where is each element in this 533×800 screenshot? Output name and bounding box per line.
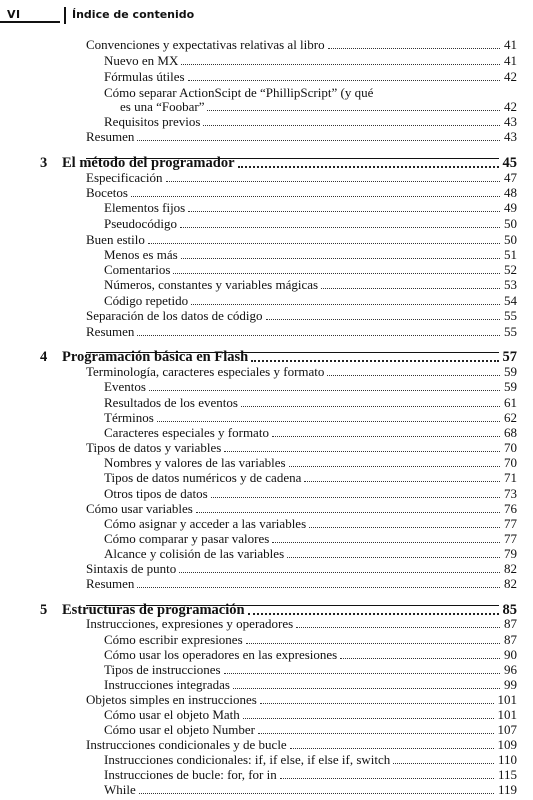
entry-title: Cómo usar el objeto Math (104, 707, 240, 722)
dot-leader (233, 688, 500, 689)
entry-title: Cómo escribir expresiones (104, 632, 243, 647)
toc-entry[interactable] (0, 53, 533, 69)
entry-title: Eventos (104, 379, 146, 394)
dot-leader (180, 227, 500, 228)
page-ref: 77 (504, 516, 517, 531)
page-ref: 45 (502, 155, 517, 171)
entry-title: Cómo usar los operadores en las expresiones (104, 647, 338, 662)
page-ref: 62 (504, 410, 517, 425)
entry-title: While (104, 782, 136, 797)
dot-leader (181, 64, 500, 65)
dot-leader (266, 319, 500, 320)
toc-entry[interactable] (0, 632, 533, 648)
toc-entry[interactable] (0, 561, 533, 577)
page-ref: 42 (504, 99, 517, 114)
entry-title: Buen estilo (86, 232, 145, 247)
dot-leader (149, 390, 500, 391)
entry-title: Fórmulas útiles (104, 69, 185, 84)
dot-leader (173, 273, 500, 274)
dot-leader (207, 110, 500, 111)
chapter-number: 5 (40, 602, 48, 618)
toc-entry[interactable] (0, 647, 533, 663)
chapter-title: Estructuras de programación (62, 602, 245, 618)
dot-leader (327, 375, 500, 376)
toc-entry[interactable] (0, 216, 533, 232)
page-ref: 119 (497, 782, 517, 797)
dot-leader (287, 557, 500, 558)
toc-entry[interactable] (0, 170, 533, 186)
entry-title: Tipos de instrucciones (104, 662, 221, 677)
entry-title: Números, constantes y variables mágicas (104, 277, 319, 292)
entry-title: Resumen (86, 576, 135, 591)
entry-title: Elementos fijos (104, 200, 186, 215)
page-ref: 41 (504, 37, 517, 52)
toc-entry[interactable] (0, 293, 533, 309)
dot-leader (191, 304, 500, 305)
entry-title: Caracteres especiales y formato (104, 425, 269, 440)
dot-leader (137, 335, 500, 336)
entry-title: Instrucciones condicionales y de bucle (86, 737, 287, 752)
dot-leader (196, 512, 500, 513)
entry-title: Términos (104, 410, 154, 425)
dot-leader (393, 763, 494, 764)
page-ref: 96 (504, 662, 517, 677)
page-ref: 55 (504, 308, 517, 323)
entry-title: Menos es más (104, 247, 178, 262)
entry-title: Tipos de datos numéricos y de cadena (104, 470, 302, 485)
toc-entry[interactable] (0, 364, 533, 380)
dot-leader (137, 140, 500, 141)
toc-entry[interactable] (0, 767, 533, 783)
toc-entry[interactable] (0, 395, 533, 411)
page-ref: 51 (504, 247, 517, 262)
dot-leader (203, 125, 500, 126)
toc-entry[interactable] (0, 114, 533, 130)
toc-entry[interactable] (0, 99, 533, 115)
toc-entry[interactable] (0, 440, 533, 456)
entry-title: Cómo usar el objeto Number (104, 722, 255, 737)
dot-leader (328, 48, 500, 49)
dot-leader (251, 360, 498, 362)
chapter-title: El método del programador (62, 155, 235, 171)
entry-title: Terminología, caracteres especiales y formato (86, 364, 325, 379)
dot-leader (188, 80, 500, 81)
page-ref: 49 (504, 200, 517, 215)
toc-entry[interactable] (0, 262, 533, 278)
page-ref: 82 (504, 561, 517, 576)
dot-leader (181, 258, 500, 259)
entry-title: Cómo usar variables (86, 501, 193, 516)
page-ref: 50 (504, 216, 517, 231)
toc-entry[interactable] (0, 455, 533, 471)
page-ref: 76 (504, 501, 517, 516)
entry-title: Cómo asignar y acceder a las variables (104, 516, 307, 531)
page-ref: 115 (497, 767, 517, 782)
toc-entry[interactable] (0, 707, 533, 723)
page-ref: 48 (504, 185, 517, 200)
dot-leader (157, 421, 500, 422)
dot-leader (137, 587, 500, 588)
entry-title: Resumen (86, 324, 135, 339)
dot-leader (260, 703, 494, 704)
page-ref: 70 (504, 440, 517, 455)
chapter-number: 3 (40, 155, 48, 171)
dot-leader (131, 196, 500, 197)
page-ref: 52 (504, 262, 517, 277)
page-ref: 43 (504, 114, 517, 129)
dot-leader (179, 572, 500, 573)
entry-title: Instrucciones de bucle: for, for in (104, 767, 277, 782)
entry-title: Separación de los datos de código (86, 308, 263, 323)
toc-entry[interactable] (0, 531, 533, 547)
page-ref: 53 (504, 277, 517, 292)
page-ref: 77 (504, 531, 517, 546)
dot-leader (139, 793, 494, 794)
page-ref: 109 (497, 737, 517, 752)
entry-title: Bocetos (86, 185, 128, 200)
toc-entry[interactable] (0, 516, 533, 532)
entry-title: Tipos de datos y variables (86, 440, 222, 455)
page-ref: 61 (504, 395, 517, 410)
dot-leader (238, 166, 499, 168)
page-ref: 71 (504, 470, 517, 485)
entry-title: Instrucciones condicionales: if, if else, if else if, switch (104, 752, 391, 767)
dot-leader (280, 778, 494, 779)
dot-leader (289, 466, 500, 467)
entry-title: Resultados de los eventos (104, 395, 238, 410)
toc-entry[interactable] (0, 546, 533, 562)
dot-leader (224, 451, 500, 452)
page-ref: 87 (504, 632, 517, 647)
toc-entry[interactable] (0, 501, 533, 517)
toc-entry[interactable] (0, 616, 533, 632)
page-ref: 43 (504, 129, 517, 144)
page-ref: 70 (504, 455, 517, 470)
toc-entry[interactable] (0, 470, 533, 486)
page-ref: 107 (497, 722, 517, 737)
dot-leader (290, 748, 494, 749)
entry-title: Cómo separar ActionScipt de “PhillipScript” (y qué (104, 85, 374, 100)
toc-entry[interactable] (0, 576, 533, 592)
toc-entry[interactable] (0, 410, 533, 426)
chapter-title: Programación básica en Flash (62, 349, 249, 365)
page-ref: 87 (504, 616, 517, 631)
entry-title: Nuevo en MX (104, 53, 179, 68)
page-ref: 57 (502, 349, 517, 365)
page-ref: 101 (497, 692, 517, 707)
dot-leader (340, 658, 500, 659)
entry-title: Convenciones y expectativas relativas al libro (86, 37, 325, 52)
toc-entry[interactable] (0, 277, 533, 293)
dot-leader (241, 406, 500, 407)
dot-leader (296, 627, 500, 628)
page-ref: 59 (504, 364, 517, 379)
page-ref: 59 (504, 379, 517, 394)
toc-entry[interactable] (0, 737, 533, 753)
entry-title: Alcance y colisión de las variables (104, 546, 285, 561)
dot-leader (309, 527, 500, 528)
toc-entry[interactable] (0, 486, 533, 502)
entry-title: Especificación (86, 170, 163, 185)
dot-leader (224, 673, 500, 674)
page-ref: 82 (504, 576, 517, 591)
dot-leader (248, 613, 499, 615)
page-ref: 101 (497, 707, 517, 722)
toc-entry[interactable] (0, 232, 533, 248)
page-ref: 110 (497, 752, 517, 767)
page-number: VI (7, 8, 21, 21)
page-ref: 50 (504, 232, 517, 247)
entry-title: Pseudocódigo (104, 216, 177, 231)
dot-leader (272, 542, 500, 543)
page-ref: 55 (504, 324, 517, 339)
page-ref: 79 (504, 546, 517, 561)
entry-title: Instrucciones integradas (104, 677, 230, 692)
dot-leader (246, 643, 500, 644)
toc-entry[interactable] (0, 37, 533, 53)
toc-entry[interactable] (0, 200, 533, 216)
entry-title: Otros tipos de datos (104, 486, 208, 501)
page-ref: 99 (504, 677, 517, 692)
dot-leader (166, 181, 500, 182)
chapter-number: 4 (40, 349, 48, 365)
dot-leader (272, 436, 500, 437)
chapter-entry[interactable] (0, 349, 533, 365)
page-ref: 68 (504, 425, 517, 440)
toc-entry[interactable] (0, 247, 533, 263)
page-ref: 41 (504, 53, 517, 68)
entry-title: Resumen (86, 129, 135, 144)
page-ref: 47 (504, 170, 517, 185)
page-ref: 54 (504, 293, 517, 308)
toc-entry[interactable] (0, 379, 533, 395)
toc-entry[interactable] (0, 752, 533, 768)
toc-entry[interactable] (0, 425, 533, 441)
toc-entry[interactable] (0, 185, 533, 201)
page-ref: 85 (502, 602, 517, 618)
running-title: Índice de contenido (72, 8, 195, 21)
toc-entry[interactable] (0, 662, 533, 678)
toc-entry[interactable] (0, 129, 533, 145)
dot-leader (211, 497, 500, 498)
entry-title: Comentarios (104, 262, 171, 277)
entry-title: es una “Foobar” (120, 99, 205, 114)
dot-leader (304, 481, 500, 482)
page-ref: 90 (504, 647, 517, 662)
dot-leader (243, 718, 494, 719)
toc-entry[interactable] (0, 782, 533, 798)
dot-leader (148, 243, 500, 244)
entry-title: Código repetido (104, 293, 189, 308)
toc-entry[interactable] (0, 692, 533, 708)
dot-leader (188, 211, 500, 212)
dot-leader (321, 288, 500, 289)
chapter-entry[interactable] (0, 155, 533, 171)
entry-title: Nombres y valores de las variables (104, 455, 286, 470)
toc-entry[interactable] (0, 69, 533, 85)
entry-title: Sintaxis de punto (86, 561, 177, 576)
entry-title: Cómo comparar y pasar valores (104, 531, 270, 546)
page-ref: 73 (504, 486, 517, 501)
entry-title: Objetos simples en instrucciones (86, 692, 257, 707)
toc-entry[interactable] (0, 308, 533, 324)
toc-entry[interactable] (0, 324, 533, 340)
entry-title: Instrucciones, expresiones y operadores (86, 616, 294, 631)
entry-title: Requisitos previos (104, 114, 201, 129)
toc-entry[interactable] (0, 677, 533, 693)
dot-leader (258, 733, 494, 734)
page-ref: 42 (504, 69, 517, 84)
toc-entry[interactable] (0, 722, 533, 738)
